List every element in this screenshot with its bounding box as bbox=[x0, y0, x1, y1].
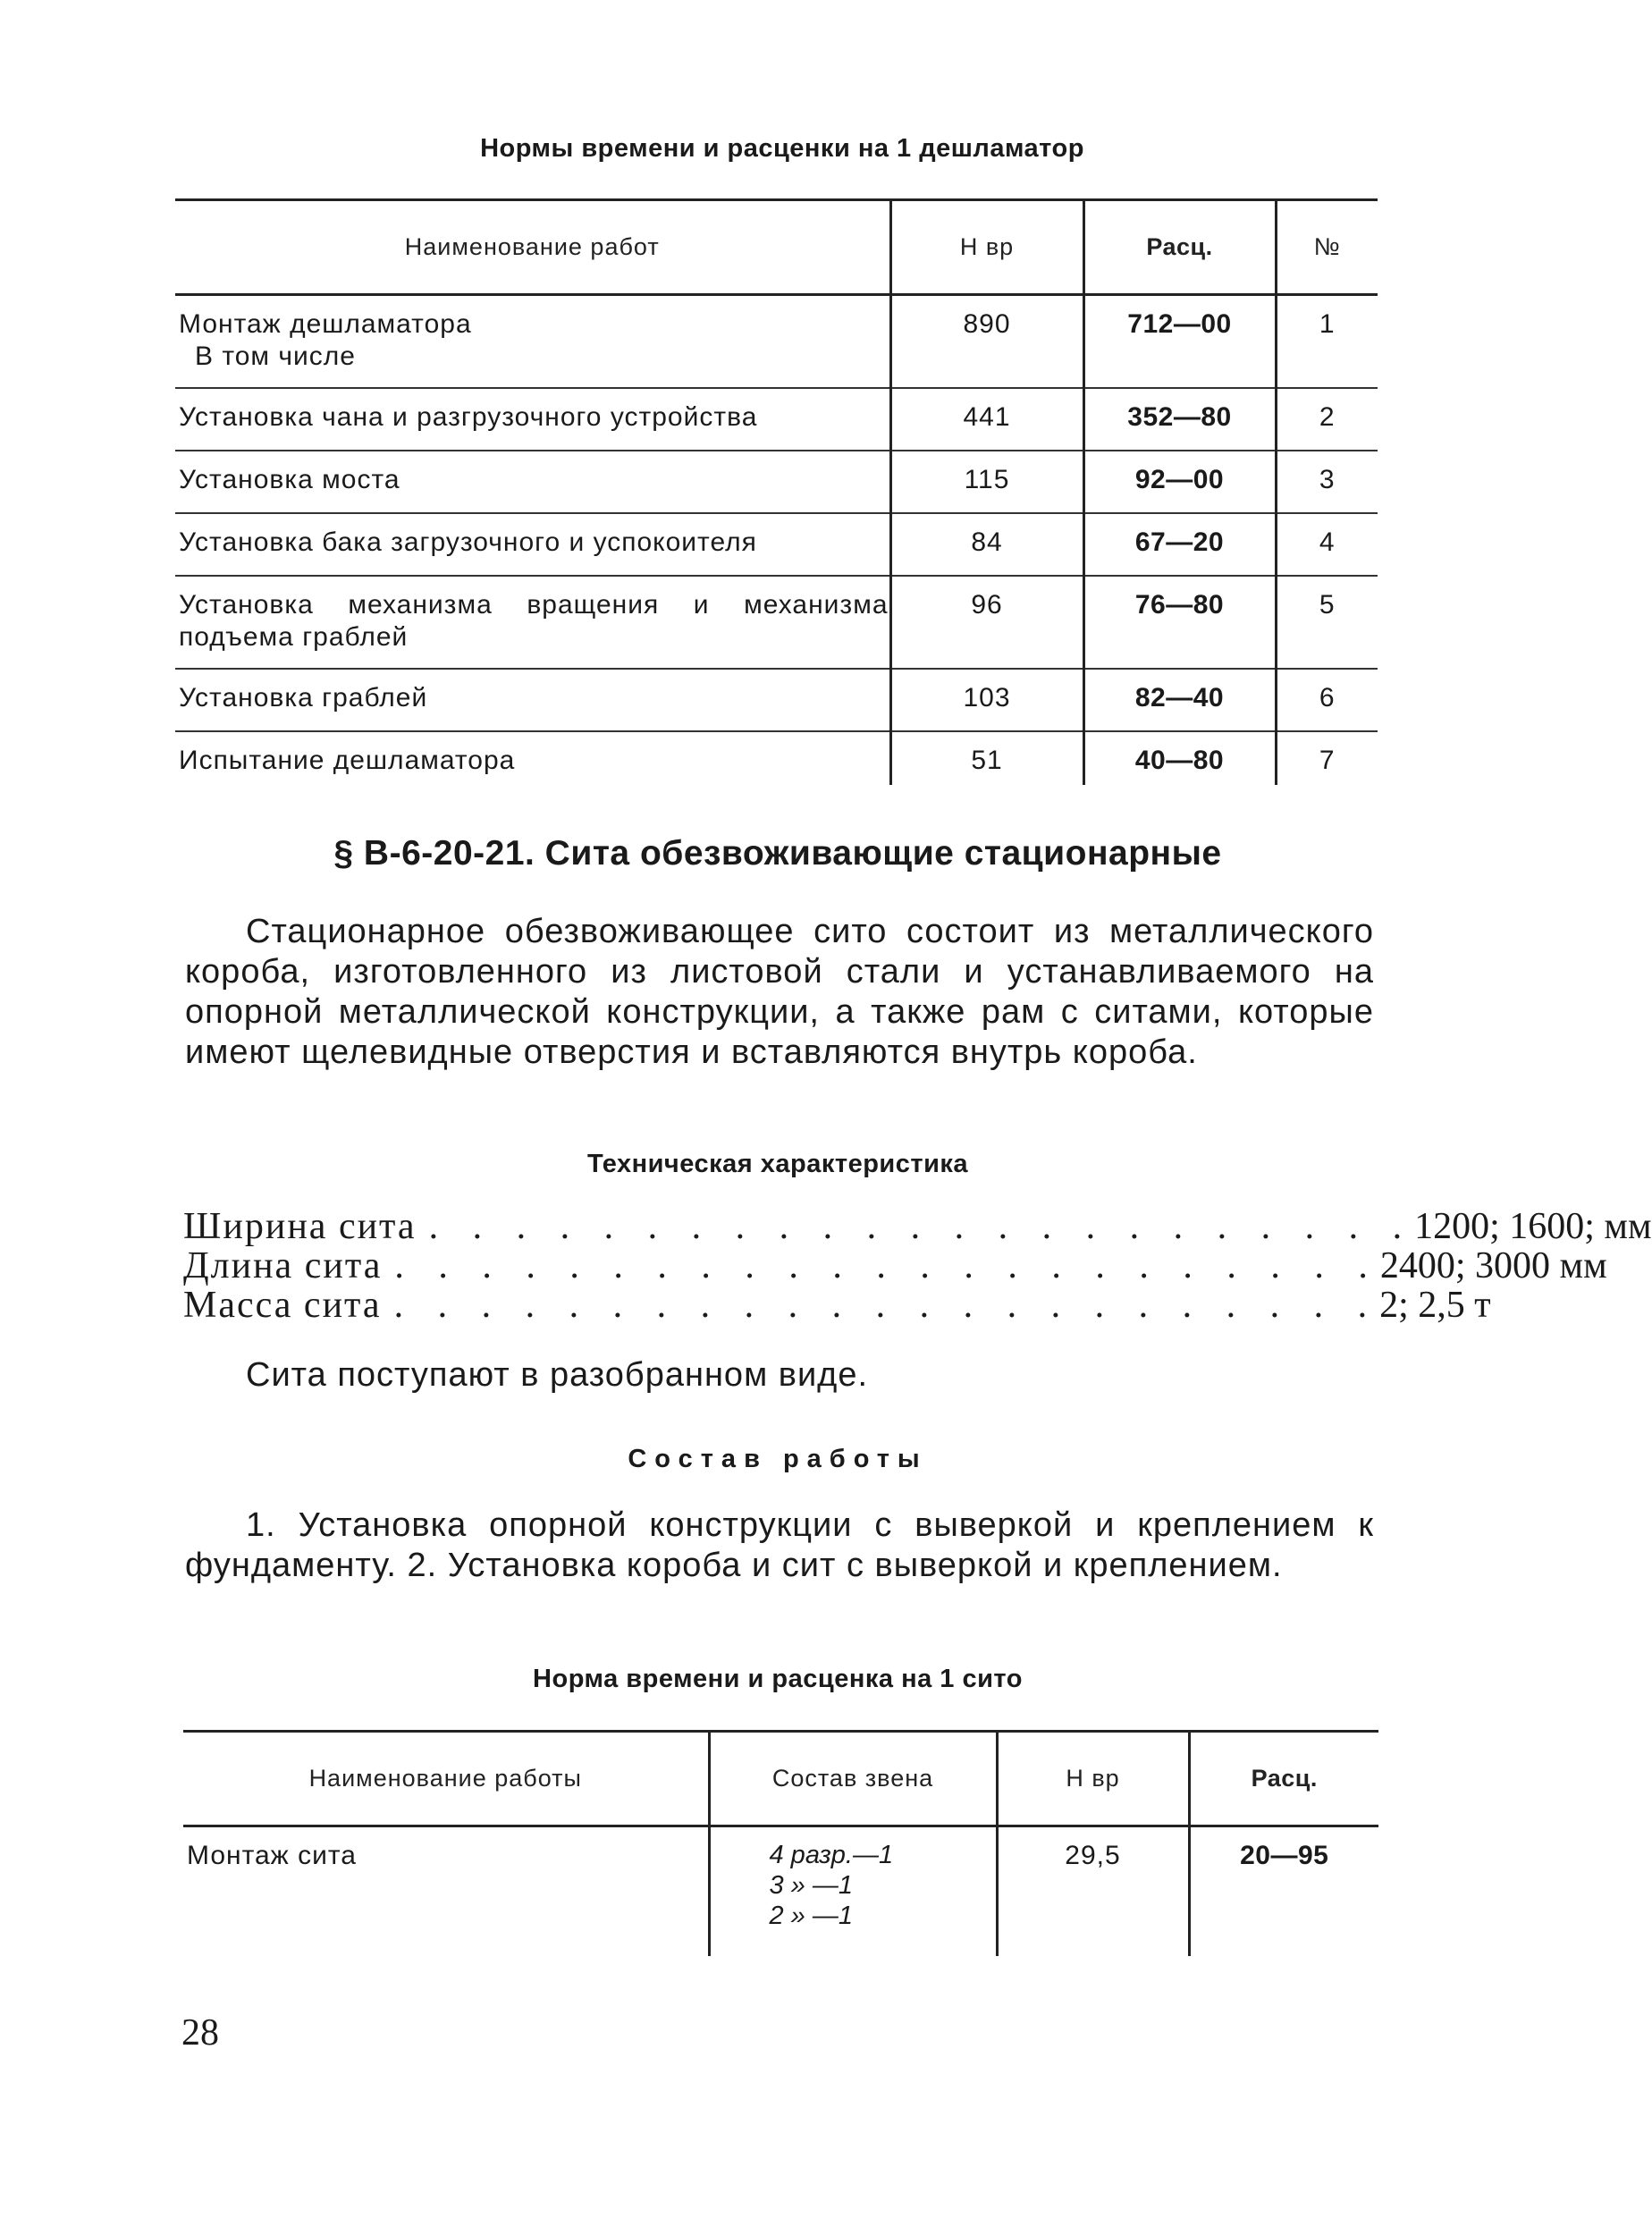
row-name: Установка чана и разгрузочного устройства bbox=[175, 388, 890, 451]
row-name: Испытание дешламатора bbox=[179, 745, 516, 775]
section-title: § В-6-20-21. Сита обезвоживающие стационарные bbox=[333, 834, 1222, 873]
row-hvr: 115 bbox=[890, 451, 1083, 513]
row-hvr: 84 bbox=[890, 513, 1083, 576]
spec-row bbox=[183, 1285, 1491, 1326]
row-name-sub: В том числе bbox=[195, 342, 356, 371]
header-rate: Расц. bbox=[1083, 200, 1276, 295]
norm-table-sieve bbox=[183, 1730, 1378, 1956]
spec-label: Ширина сита bbox=[183, 1206, 417, 1247]
row-hvr: 103 bbox=[890, 669, 1083, 731]
table-row bbox=[175, 513, 1378, 576]
row-name: Монтаж сита bbox=[187, 1841, 357, 1870]
spec-row bbox=[183, 1206, 1652, 1247]
row-name bbox=[175, 295, 890, 388]
dot-leader: . . . . . . . . . . . . . . . . . . . . . . . bbox=[393, 1285, 1380, 1326]
table2-caption: Норма времени и расценка на 1 сито bbox=[533, 1665, 1023, 1693]
row-number: 4 bbox=[1276, 513, 1378, 576]
spec-label: Масса сита bbox=[183, 1285, 382, 1326]
header-hvr: Н вр bbox=[890, 200, 1083, 295]
work-text: 1. Установка опорной конструкции с выверкой и креплением к фундаменту. 2. Установка короба и сит с выверкой и креплением. bbox=[185, 1506, 1374, 1584]
header-crew: Состав звена bbox=[709, 1732, 997, 1826]
table2-header-row bbox=[183, 1732, 1378, 1826]
row-rate: 82—40 bbox=[1083, 669, 1276, 731]
row-rate: 20—95 bbox=[1189, 1826, 1378, 1956]
table-row bbox=[175, 669, 1378, 731]
header-work-name: Наименование работы bbox=[183, 1732, 709, 1826]
row-hvr: 890 bbox=[890, 295, 1083, 388]
table1-header-row bbox=[175, 200, 1378, 295]
row-name: Установка граблей bbox=[175, 669, 890, 731]
row-rate: 67—20 bbox=[1083, 513, 1276, 576]
row-rate: 92—00 bbox=[1083, 451, 1276, 513]
dot-leader: . . . . . . . . . . . . . . . . . . . . . . . bbox=[394, 1245, 1380, 1286]
row-rate: 712—00 bbox=[1083, 295, 1276, 388]
page-number: 28 bbox=[181, 2012, 219, 2054]
header-hvr: Н вр bbox=[997, 1732, 1189, 1826]
row-number: 6 bbox=[1276, 669, 1378, 731]
dot-leader: . . . . . . . . . . . . . . . . . . . . . . . bbox=[428, 1206, 1415, 1247]
header-work-name: Наименование работ bbox=[175, 200, 890, 295]
header-number: № bbox=[1276, 200, 1378, 295]
row-hvr: 96 bbox=[890, 576, 1083, 669]
row-number: 1 bbox=[1276, 295, 1378, 388]
row-name: Установка бака загрузочного и успокоителя bbox=[175, 513, 890, 576]
header-rate: Расц. bbox=[1189, 1732, 1378, 1826]
table-row bbox=[175, 576, 1378, 669]
crew-line: 4 разр.—1 bbox=[769, 1841, 894, 1869]
work-title: Состав работы bbox=[628, 1445, 928, 1473]
table-row bbox=[175, 731, 1378, 785]
crew-line: 2 » —1 bbox=[769, 1902, 853, 1930]
row-name-main: Монтаж дешламатора bbox=[179, 309, 472, 339]
row-number: 7 bbox=[1276, 731, 1378, 785]
norms-table-deslamer bbox=[175, 198, 1378, 785]
spec-value: 1200; 1600; мм bbox=[1414, 1206, 1652, 1247]
table-row bbox=[183, 1826, 1378, 1956]
table1-caption: Нормы времени и расценки на 1 дешламатор bbox=[480, 134, 1084, 163]
spec-title: Техническая характеристика bbox=[586, 1150, 969, 1178]
row-number: 5 bbox=[1276, 576, 1378, 669]
table-row bbox=[175, 451, 1378, 513]
row-number: 3 bbox=[1276, 451, 1378, 513]
row-name: Установка механизма вращения и механизма подъема граблей bbox=[175, 576, 890, 669]
row-crew bbox=[709, 1826, 997, 1956]
spec-label: Длина сита bbox=[183, 1245, 383, 1286]
row-hvr: 29,5 bbox=[997, 1826, 1189, 1956]
spec-value: 2400; 3000 мм bbox=[1379, 1245, 1607, 1286]
row-rate: 352—80 bbox=[1083, 388, 1276, 451]
table-row bbox=[175, 295, 1378, 388]
crew-line: 3 » —1 bbox=[769, 1871, 853, 1900]
spec-row bbox=[183, 1245, 1607, 1286]
row-rate: 40—80 bbox=[1083, 731, 1276, 785]
section-paragraph: Стационарное обезвоживающее сито состоит из металлического короба, изготовленного из листовой стали и устанавливаемого на опорной металлической конструкции, а также рам с ситами, которые имеют щелевидные отверстия и вставляются внутрь короба. bbox=[185, 913, 1374, 1071]
row-number: 2 bbox=[1276, 388, 1378, 451]
row-hvr: 441 bbox=[890, 388, 1083, 451]
row-rate: 76—80 bbox=[1083, 576, 1276, 669]
table-row bbox=[175, 388, 1378, 451]
spec-note: Сита поступают в разобранном виде. bbox=[246, 1356, 869, 1394]
row-name: Установка моста bbox=[175, 451, 890, 513]
spec-list bbox=[183, 1206, 1652, 1326]
row-hvr: 51 bbox=[890, 731, 1083, 785]
spec-value: 2; 2,5 т bbox=[1379, 1285, 1491, 1326]
